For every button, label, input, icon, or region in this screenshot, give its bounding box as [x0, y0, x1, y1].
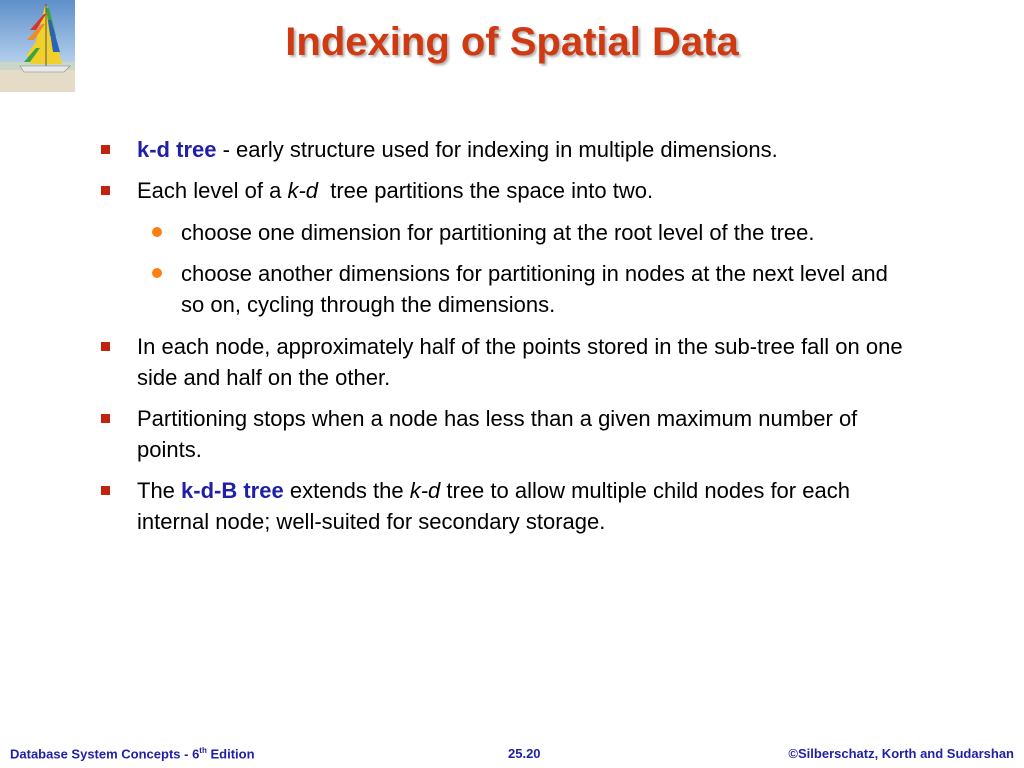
italic-kd: k-d: [287, 178, 318, 203]
footer-edition-text: Edition: [206, 746, 255, 762]
subbullet-root-dimension: [181, 217, 941, 248]
footer-book-title: [10, 746, 255, 761]
bullet-kdb-tree: [137, 475, 917, 537]
slide-title: Indexing of Spatial Data: [285, 20, 739, 64]
footer-edition-sup: th: [199, 746, 207, 755]
bullet-text: tree partitions the space into two.: [318, 178, 654, 203]
bullet-text: In each node, approximately half of the points stored in the sub-tree fall on one side and half on the other.: [137, 334, 903, 390]
round-bullet-icon: [152, 227, 162, 237]
footer-copyright: ©Silberschatz, Korth and Sudarshan: [788, 746, 1014, 761]
bullet-text: extends the: [283, 478, 410, 503]
bullet-kd-tree: [137, 134, 927, 165]
subbullet-text: choose one dimension for partitioning at the root level of the tree.: [181, 220, 815, 245]
bullet-text: Each level of a: [137, 178, 288, 203]
subbullet-cycling-dimensions: [181, 258, 911, 320]
bullet-text: tree to allow multiple child nodes for each internal node; well-suited for secondary storage.: [137, 478, 850, 534]
term-kdb-tree: k-d-B tree: [181, 478, 284, 503]
square-bullet-icon: [101, 486, 110, 495]
footer-slide-number: 25.20: [508, 746, 541, 761]
term-kd-tree: k-d tree: [137, 137, 217, 162]
square-bullet-icon: [101, 186, 110, 195]
bullet-text: - early structure used for indexing in multiple dimensions.: [216, 137, 778, 162]
square-bullet-icon: [101, 145, 110, 154]
bullet-each-level: [137, 175, 927, 206]
round-bullet-icon: [152, 268, 162, 278]
bullet-partitioning-stops: [137, 403, 867, 465]
subbullet-text: choose another dimensions for partitioning in nodes at the next level and so on, cycling through the dimensions.: [181, 261, 888, 317]
bullet-half-points: [137, 331, 917, 393]
footer-book-title-text: Database System Concepts - 6: [10, 746, 200, 762]
square-bullet-icon: [101, 342, 110, 351]
square-bullet-icon: [101, 414, 110, 423]
italic-kd: k-d: [409, 478, 441, 503]
bullet-text: The: [137, 478, 182, 503]
bullet-text: Partitioning stops when a node has less than a given maximum number of points.: [137, 406, 858, 462]
